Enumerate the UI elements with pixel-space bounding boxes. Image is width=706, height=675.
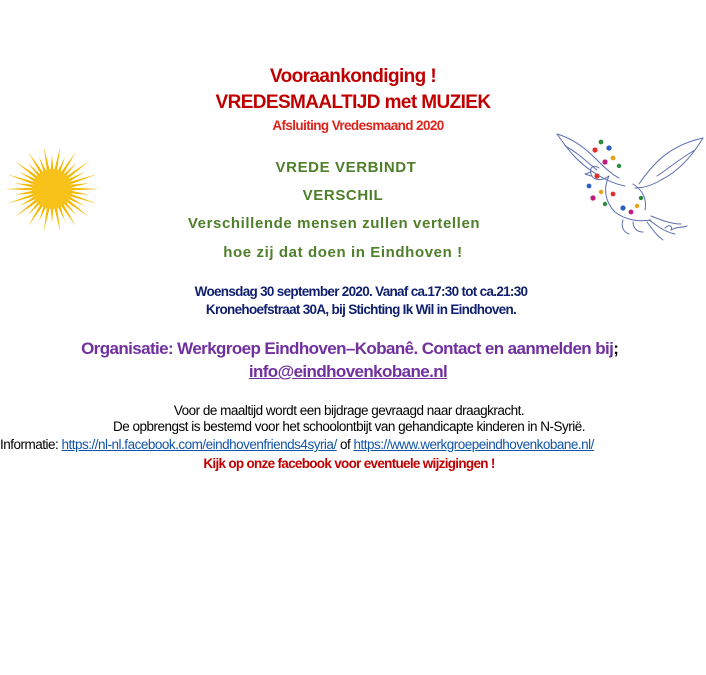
event-location: Kronehoefstraat 30A, bij Stichting Ik Wil in Eindhoven. — [205, 302, 517, 317]
theme-line-4: hoe zij dat doen in Eindhoven ! — [223, 244, 463, 261]
theme-line-2: VERSCHIL — [302, 187, 384, 204]
organisation-text: Organisatie: Werkgroep Eindhoven–Kobanê. Contact en aanmelden bij — [81, 339, 614, 358]
proceeds-text: De opbrengst is bestemd voor het schoolontbijt van gehandicapte kinderen in N-Syrië. — [112, 419, 586, 434]
info-label: Informatie: — [0, 437, 62, 452]
website-link[interactable]: https://www.werkgroepeindhovenkobane.nl/ — [353, 437, 594, 452]
contribution-text: Voor de maaltijd wordt een bijdrage gevraagd naar draagkracht. — [173, 403, 525, 418]
theme-line-1: VREDE VERBINDT — [275, 159, 417, 176]
facebook-notice: Kijk op onze facebook voor eventuele wijzigingen ! — [203, 456, 495, 471]
event-subtitle: Afsluiting Vredesmaand 2020 — [272, 118, 444, 133]
info-line — [0, 437, 706, 452]
theme-line-3: Verschillende mensen zullen vertellen — [187, 215, 481, 232]
facebook-link[interactable]: https://nl-nl.facebook.com/eindhovenfriends4syria/ — [61, 437, 337, 452]
organisation-semicolon: ; — [613, 339, 619, 358]
event-datetime: Woensdag 30 september 2020. Vanaf ca.17:30 tot ca.21:30 — [194, 284, 528, 299]
organisation-line — [0, 339, 700, 359]
info-of: of — [336, 437, 354, 452]
event-title: VREDESMAALTIJD met MUZIEK — [215, 92, 491, 113]
email-line — [0, 362, 696, 382]
email-link[interactable]: info@eindhovenkobane.nl — [248, 362, 448, 381]
announcement-title: Vooraankondiging ! — [269, 66, 437, 87]
